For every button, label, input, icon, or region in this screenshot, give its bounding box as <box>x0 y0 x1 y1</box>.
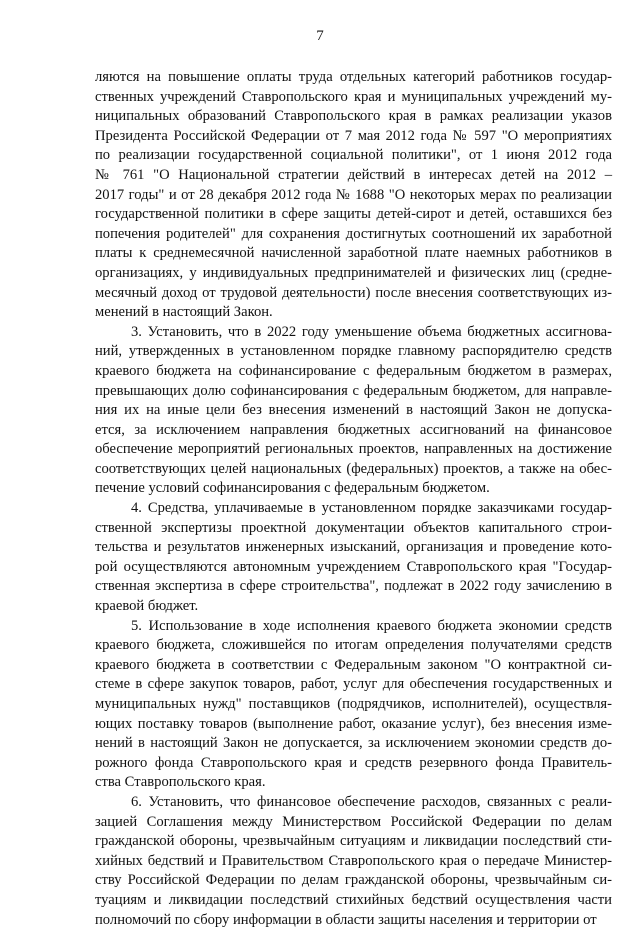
text-line: превышающих долю софинансирования с федеральным бюджетом, для направле- <box>95 382 612 399</box>
paragraph <box>95 499 612 617</box>
page-number: 7 <box>316 28 324 44</box>
text-line: по реализации государственной социальной политики", от 1 июня 2012 года <box>95 147 612 164</box>
text-line: краевого бюджета на софинансирование с федеральным бюджетом в размерах, <box>95 362 612 379</box>
text-line: № 761 "О Национальной стратегии действий в интересах детей на 2012 – <box>95 166 612 183</box>
text-line: краевого бюджета, сложившейся по итогам определения получателями средств <box>95 637 612 654</box>
text-line: ниципальных образований Ставропольского края в рамках реализации указов <box>95 108 612 125</box>
text-line: гражданской обороны, чрезвычайным ситуациям и ликвидации последствий сти- <box>95 833 612 850</box>
text-line: рожного фонда Ставропольского края и средств резервного фонда Правитель- <box>95 754 612 771</box>
text-line: ется, за исключением направления бюджетных ассигнований на финансовое <box>95 421 612 438</box>
paragraph <box>95 617 612 793</box>
text-line: Президента Российской Федерации от 7 мая 2012 года № 597 "О мероприятиях <box>95 127 612 144</box>
text-line: ству Российской Федерации по делам гражданской обороны, чрезвычайным си- <box>95 872 612 889</box>
paragraph <box>95 68 612 323</box>
text-line: краевой бюджет. <box>95 598 199 615</box>
text-line: зацией Соглашения между Министерством Российской Федерации по делам <box>95 813 612 830</box>
text-line: менений в настоящий Закон. <box>95 304 273 321</box>
text-line: 6. Установить, что финансовое обеспечение расходов, связанных с реали- <box>131 793 612 810</box>
text-line: 5. Использование в ходе исполнения краевого бюджета экономии средств <box>131 617 612 634</box>
text-line: организациях, у индивидуальных предпринимателей и физических лиц (средне- <box>95 264 612 281</box>
text-line: муниципальных нужд" поставщиков (подрядчиков, исполнителей), осуществля- <box>95 696 612 712</box>
text-line: тельства и результатов инженерных изысканий, организация и проведение кото- <box>95 539 612 556</box>
text-line: месячный доход от трудовой деятельности) после внесения соответствующих из- <box>95 284 612 301</box>
text-line: ственная экспертиза в сфере строительства", подлежат в 2022 году зачислению в <box>95 578 612 595</box>
text-line: государственной политики в сфере защиты детей-сирот и детей, оставшихся без <box>95 206 612 223</box>
text-line: ственной экспертизы проектной документации объектов капитального строи- <box>95 519 612 536</box>
text-line: обеспечение мероприятий региональных проектов, направленных на достижение <box>95 441 612 458</box>
text-line: печение условий софинансирования с федеральным бюджетом. <box>95 480 490 497</box>
text-line: соответствующих целей национальных (федеральных) проектов, а также на обес- <box>95 460 612 477</box>
text-line: ющих поставку товаров (выполнение работ, оказание услуг), без внесения изме- <box>95 715 612 732</box>
text-line: полномочий по сбору информации в области защиты населения и территории от <box>95 911 597 928</box>
text-line: хийных бедствий и Правительством Ставропольского края о передаче Министер- <box>95 852 612 869</box>
text-line: ляются на повышение оплаты труда отдельных категорий работников государ- <box>95 69 612 85</box>
text-line: 3. Установить, что в 2022 году уменьшение объема бюджетных ассигнова- <box>131 323 612 340</box>
text-line: платы к среднемесячной начисленной заработной плате наемных работников в <box>95 245 612 262</box>
text-line: ния их на иные цели без внесения изменений в настоящий Закон не допуска- <box>95 402 612 419</box>
text-line: 2017 годы" и от 28 декабря 2012 года № 1688 "О некоторых мерах по реализации <box>95 186 612 203</box>
document-body <box>95 68 612 930</box>
text-line: рой осуществляются автономным учреждением Ставропольского края "Государ- <box>95 558 612 575</box>
text-line: туациям и ликвидации последствий стихийных бедствий осуществления части <box>95 891 612 908</box>
text-line: ний, утвержденных в установленном порядке главному распорядителю средств <box>95 343 612 360</box>
text-line: ственных учреждений Ставропольского края и муниципальных учреждений му- <box>95 88 612 105</box>
paragraph <box>95 793 612 930</box>
text-line: попечения родителей" для сохранения достигнутых соотношений их заработной <box>95 225 612 242</box>
paragraph <box>95 323 612 499</box>
text-line: ства Ставропольского края. <box>95 774 266 791</box>
text-line: нений в настоящий Закон не допускается, за исключением экономии средств до- <box>95 735 612 752</box>
text-line: стеме в сфере закупок товаров, работ, услуг для обеспечения государственных и <box>95 676 612 693</box>
text-line: 4. Средства, уплачиваемые в установленном порядке заказчиками государ- <box>131 500 612 517</box>
text-line: краевого бюджета в соответствии с Федеральным законом "О контрактной си- <box>95 656 612 673</box>
